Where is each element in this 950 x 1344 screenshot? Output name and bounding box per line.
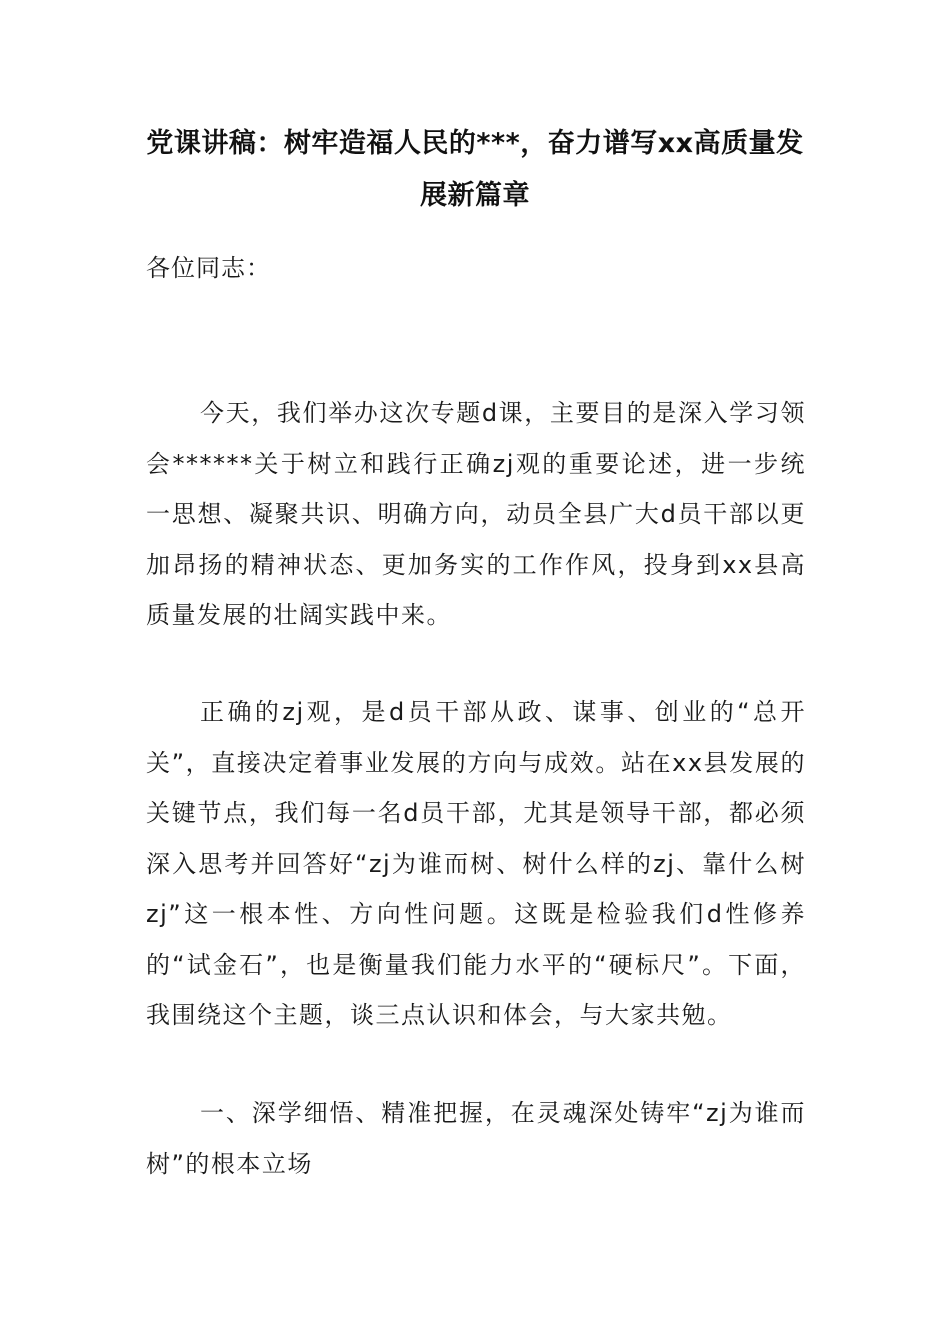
section-heading-1: 一、深学细悟、精准把握，在灵魂深处铸牢“zj为谁而树”的根本立场: [146, 1099, 806, 1178]
document-title: 党课讲稿：树牢造福人民的***，奋力谱写xx高质量发展新篇章: [146, 128, 804, 211]
salutation: 各位同志：: [146, 254, 271, 282]
paragraph-intro: 今天，我们举办这次专题d课，主要目的是深入学习领会******关于树立和践行正确zj观的重要论述，进一步统一思想、凝聚共识、明确方向，动员全县广大d员干部以更加昂扬的精神状态、更加务实的工作作风，投身到xx县高质量发展的壮阔实践中来。: [146, 399, 806, 629]
paragraph-body: 正确的zj观，是d员干部从政、谋事、创业的“总开关”，直接决定着事业发展的方向与成效。站在xx县发展的关键节点，我们每一名d员干部，尤其是领导干部，都必须深入思考并回答好“zj为谁而树、树什么样的zj、靠什么树zj”这一根本性、方向性问题。这既是检验我们d性修养的“试金石”，也是衡量我们能力水平的“硬标尺”。下面，我围绕这个主题，谈三点认识和体会，与大家共勉。: [146, 698, 806, 1029]
